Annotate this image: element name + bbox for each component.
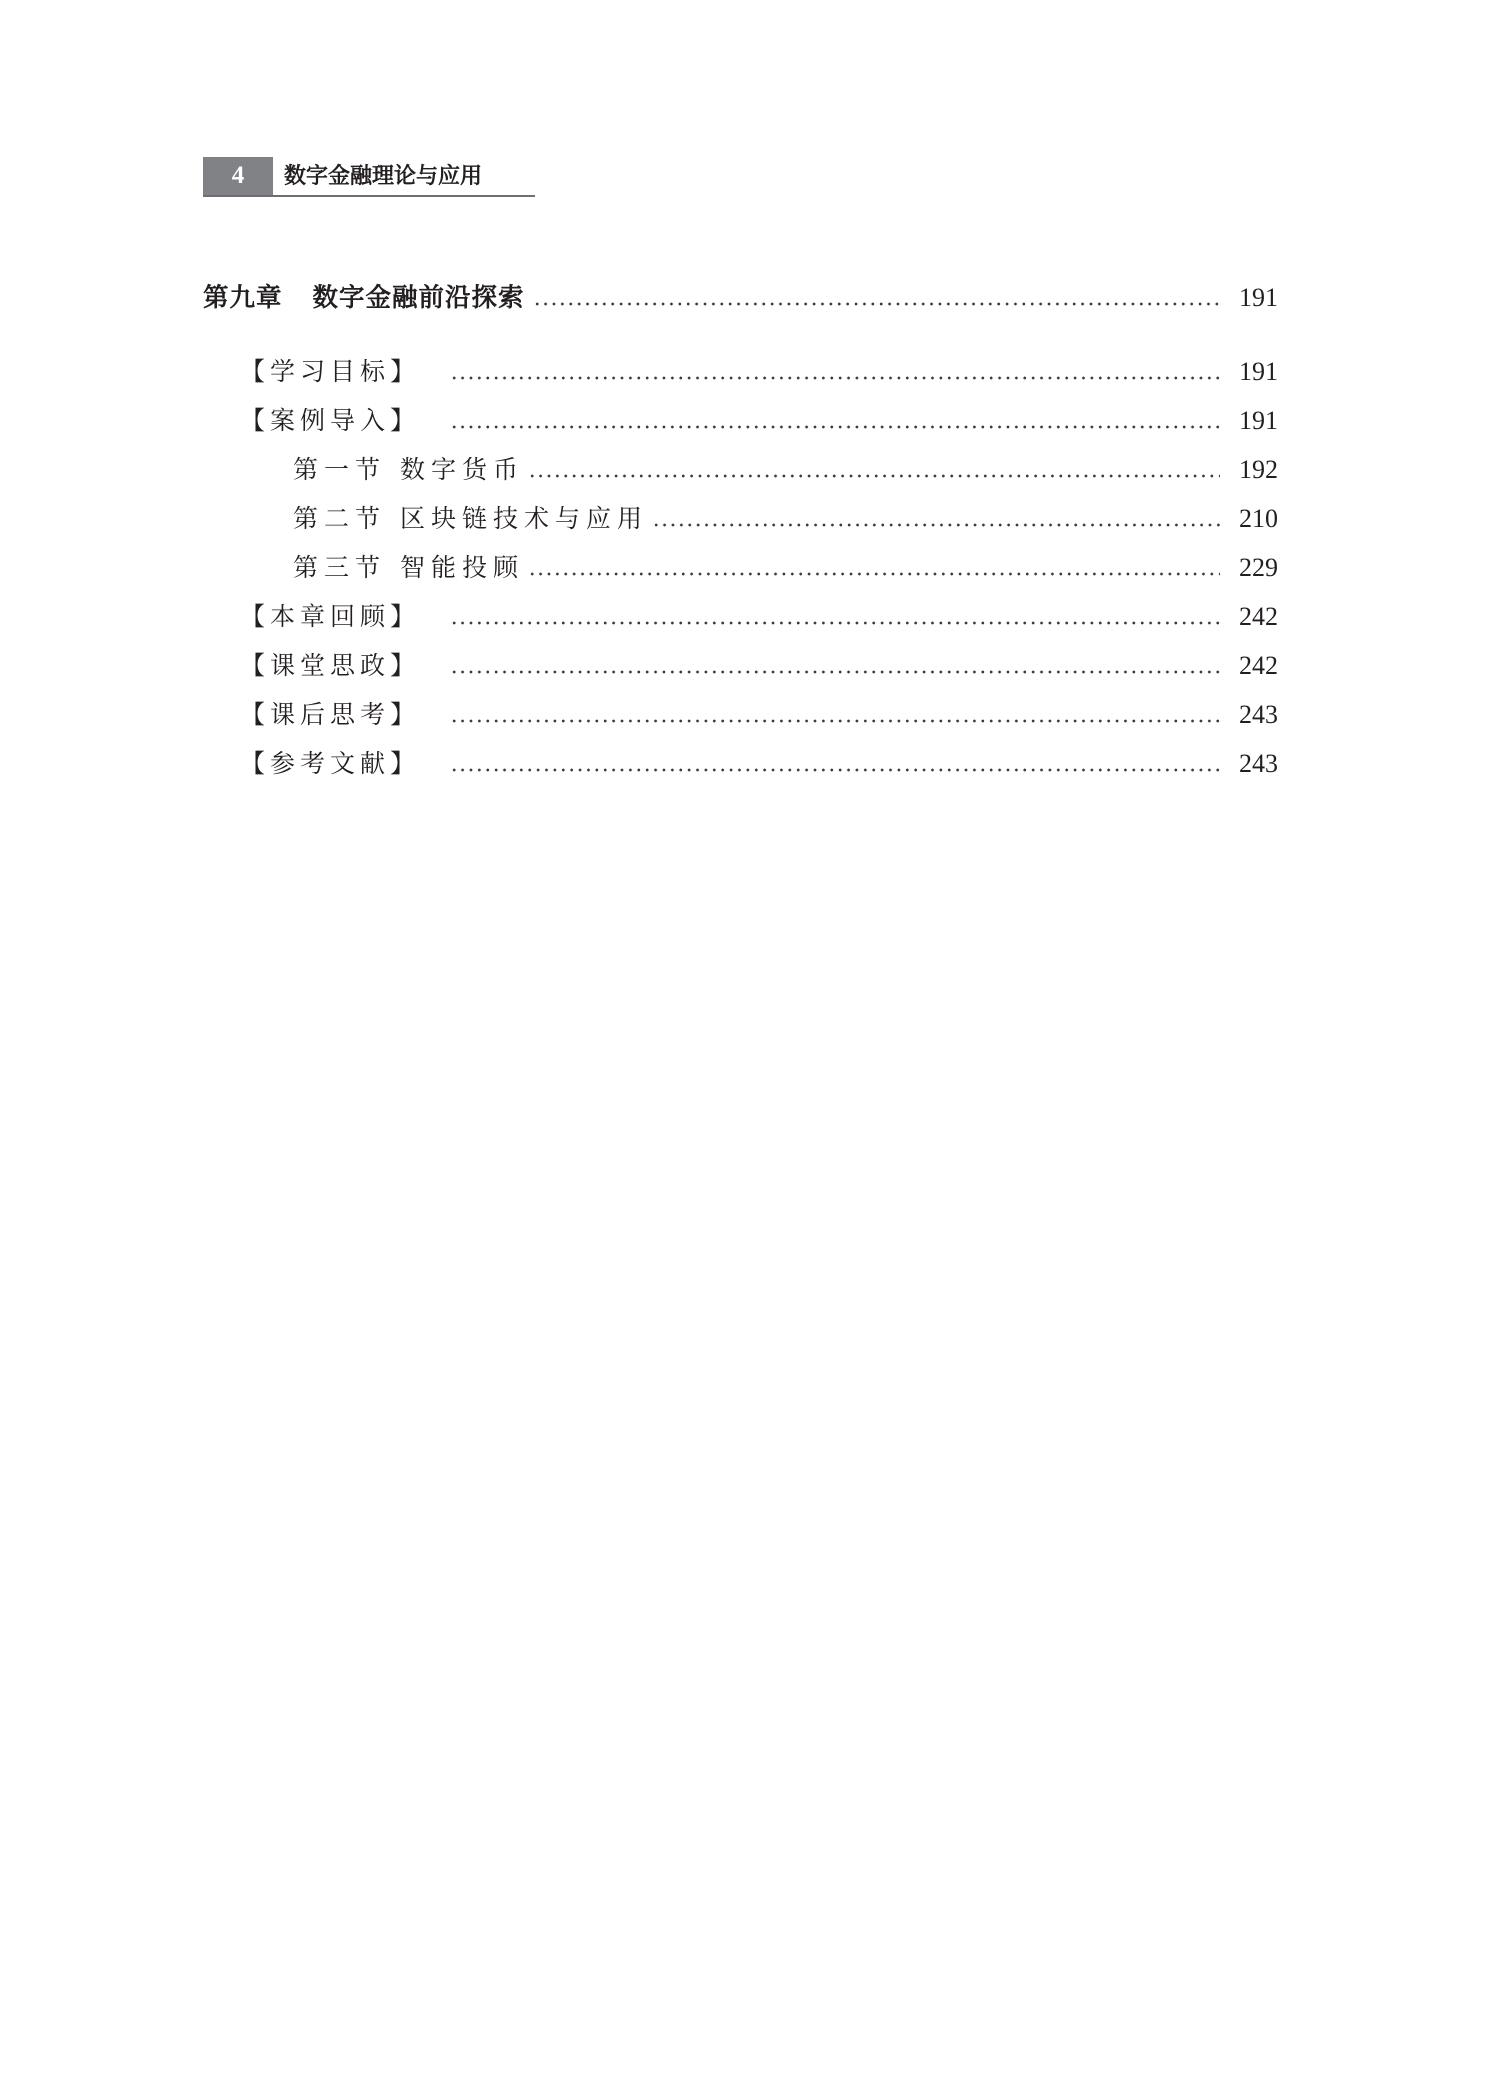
chapter-page-number: 191 bbox=[1239, 283, 1278, 312]
section-number: 第二节 bbox=[293, 504, 387, 533]
section-number: 第三节 bbox=[293, 553, 387, 582]
dot-leader bbox=[528, 571, 1220, 577]
dot-leader bbox=[528, 473, 1220, 479]
entry-label: 【本章回顾】 bbox=[240, 602, 421, 631]
entry-label: 【参考文献】 bbox=[240, 749, 421, 778]
entry-label: 【案例导入】 bbox=[240, 406, 421, 435]
entry-page-number: 243 bbox=[1239, 749, 1278, 778]
section-page-number: 192 bbox=[1239, 455, 1278, 484]
dot-leader bbox=[450, 718, 1220, 724]
dot-leader bbox=[450, 767, 1220, 773]
section-page-number: 229 bbox=[1239, 553, 1278, 582]
dot-leader bbox=[450, 375, 1220, 381]
toc-entry-learning-goals[interactable] bbox=[240, 352, 1278, 392]
toc-chapter-row[interactable] bbox=[203, 278, 1278, 318]
section-title: 智能投顾 bbox=[400, 553, 525, 582]
section-label bbox=[293, 499, 648, 539]
toc-section-2[interactable] bbox=[293, 499, 1278, 539]
chapter-title: 数字金融前沿探索 bbox=[312, 283, 525, 313]
section-page-number: 210 bbox=[1239, 504, 1278, 533]
section-label bbox=[293, 450, 524, 490]
entry-label: 【学习目标】 bbox=[240, 357, 421, 386]
entry-page-number: 191 bbox=[1239, 406, 1278, 435]
section-title: 区块链技术与应用 bbox=[400, 504, 649, 533]
entry-page-number: 191 bbox=[1239, 357, 1278, 386]
entry-page-number: 242 bbox=[1239, 651, 1278, 680]
dot-leader bbox=[450, 424, 1220, 430]
section-label bbox=[293, 548, 524, 588]
table-of-contents bbox=[203, 0, 1278, 2094]
dot-leader bbox=[533, 301, 1220, 307]
entry-label: 【课后思考】 bbox=[240, 700, 421, 729]
toc-section-3[interactable] bbox=[293, 548, 1278, 588]
section-title: 数字货币 bbox=[400, 455, 525, 484]
book-title: 数字金融理论与应用 bbox=[284, 163, 483, 189]
section-number: 第一节 bbox=[293, 455, 387, 484]
chapter-number: 第九章 bbox=[203, 283, 283, 313]
dot-leader bbox=[450, 620, 1220, 626]
toc-entry-chapter-review[interactable] bbox=[240, 597, 1278, 637]
toc-entry-classroom-ideology[interactable] bbox=[240, 646, 1278, 686]
dot-leader bbox=[450, 669, 1220, 675]
toc-entry-case-intro[interactable] bbox=[240, 401, 1278, 441]
chapter-label bbox=[203, 278, 525, 318]
toc-section-1[interactable] bbox=[293, 450, 1278, 490]
toc-entry-references[interactable] bbox=[240, 744, 1278, 784]
dot-leader bbox=[652, 522, 1220, 528]
page-number: 4 bbox=[203, 157, 273, 195]
entry-page-number: 242 bbox=[1239, 602, 1278, 631]
toc-entry-after-class[interactable] bbox=[240, 695, 1278, 735]
entry-label: 【课堂思政】 bbox=[240, 651, 421, 680]
entry-page-number: 243 bbox=[1239, 700, 1278, 729]
